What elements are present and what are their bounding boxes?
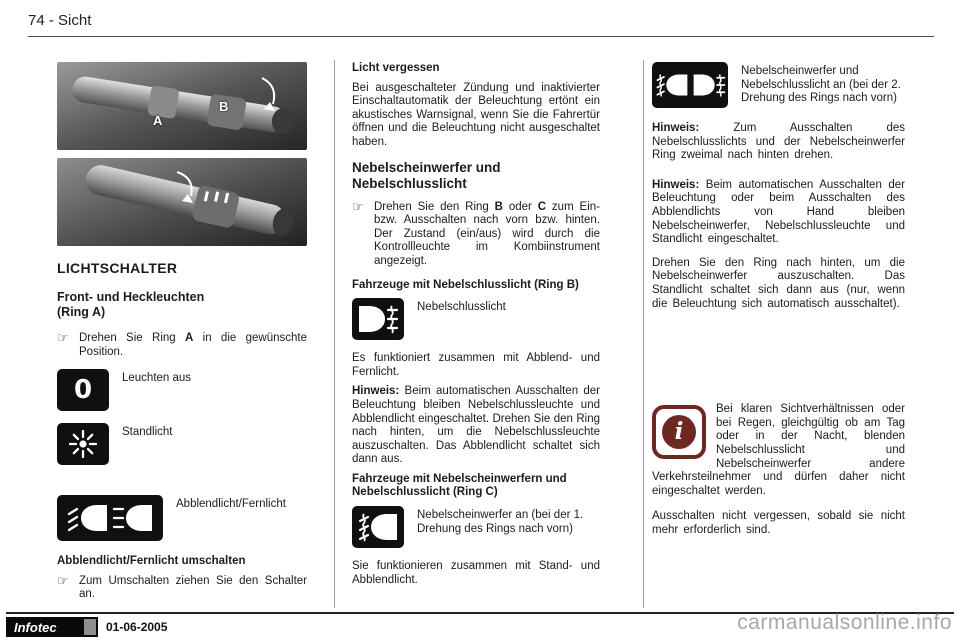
left-column <box>57 62 307 612</box>
fog-combo-row <box>652 62 905 108</box>
standlicht-icon <box>57 423 109 465</box>
front-fog-text: Sie funktionieren zusammen mit Stand- und Abblendlicht. <box>352 560 600 586</box>
ring-label-a: A <box>153 113 163 128</box>
fog-section-title: Nebelscheinwerfer und Nebelschlusslicht <box>352 159 501 192</box>
forgot-lights-text: Bei ausgeschalteter Zündung und inaktivierter Einschaltautomatik der Beleuchtung ertönt ein akustisches Warnsignal, wenn Sie die Fahrertür öffnen und die Beleuchtung nicht ausgeschaltet haben. <box>352 81 600 148</box>
nebelscheinwerfer-row <box>352 506 600 548</box>
nebelscheinwerfer-label: Nebelscheinwerfer an (bei der 1. Drehung des Rings nach vorn) <box>417 509 584 535</box>
instruction-switch <box>57 575 307 602</box>
pointer-hand-icon: ☞ <box>57 573 69 589</box>
info-icon <box>652 405 706 459</box>
ring-b-title: Fahrzeuge mit Nebelschlusslicht (Ring B) <box>352 278 579 291</box>
right-column <box>652 62 905 543</box>
note-1-label: Hinweis: <box>352 385 400 398</box>
low-beam-symbol <box>67 503 109 533</box>
position-light-symbol <box>68 429 98 459</box>
pointer-hand-icon: ☞ <box>352 199 364 215</box>
column-divider-left <box>334 60 335 608</box>
info-block <box>652 403 905 498</box>
rear-fog-text: Es funktioniert zusammen mit Abblend- und Fernlicht. <box>352 352 600 378</box>
infotec-logo-chip <box>84 619 96 635</box>
note-1 <box>352 385 600 467</box>
middle-column <box>352 62 600 593</box>
abblendlicht-fernlicht-icon <box>57 495 163 541</box>
ring-label-b: B <box>219 99 229 114</box>
forgot-lights-title: Licht vergessen <box>352 62 440 74</box>
note-3-text: Beim automatischen Ausschalten der Beleuchtung oder beim Ausschalten des Abblendlichts von Hand bleiben Nebelscheinwerfer, Nebelschlussleuchte und Standlicht eingeschaltet. <box>652 178 905 246</box>
info-i-glyph: i <box>662 415 696 449</box>
subsection-title <box>57 290 307 320</box>
note-3-label: Hinweis: <box>652 178 700 191</box>
subsection-title-line2: (Ring A) <box>57 305 106 319</box>
page-header: 74 - Sicht <box>28 12 92 29</box>
fog-combo-label: Nebelscheinwerfer und Nebelschlusslicht an (bei der 2. Drehung des Rings nach vorn) <box>741 65 901 105</box>
infotec-logo <box>6 617 98 637</box>
front-fog-symbol <box>357 512 399 542</box>
watermark: carmanualsonline.info <box>737 611 952 634</box>
pointer-hand-icon: ☞ <box>57 331 69 346</box>
lights-off-row <box>57 369 307 411</box>
instruction-switch-text: Zum Umschalten ziehen Sie den Schalter an. <box>79 574 307 601</box>
subsection-title-line1: Front- und Heckleuchten <box>57 290 205 304</box>
instruction-fog-rings-text: Drehen Sie den Ring B oder C zum Ein- bzw. Ausschalten nach vorn bzw. hinten. Der Zustand (ein/aus) wird durch die Kontrollleuchte im Kombiinstrument angezeigt. <box>374 200 600 267</box>
nebelscheinwerfer-icon <box>352 506 404 548</box>
instruction-fog-rings <box>352 201 600 269</box>
fog-combo-icon <box>652 62 728 108</box>
reminder-text: Ausschalten nicht vergessen, sobald sie nicht mehr erforderlich sind. <box>652 510 905 536</box>
header-rule <box>28 36 934 37</box>
light-stalk-photo-1 <box>57 62 307 150</box>
instruction-ring-a <box>57 332 307 359</box>
ring-c-title: Fahrzeuge mit Nebelscheinwerfern und Nebelschlusslicht (Ring C) <box>352 472 567 499</box>
nebelschlusslicht-row <box>352 298 600 340</box>
column-divider-right <box>643 60 644 608</box>
abblendlicht-fernlicht-label: Abblendlicht/Fernlicht <box>176 498 286 511</box>
light-stalk-photo-2 <box>57 158 307 246</box>
standlicht-row <box>57 423 307 465</box>
section-title: LICHTSCHALTER <box>57 260 178 276</box>
zero-glyph: 0 <box>73 375 93 406</box>
lights-off-icon <box>57 369 109 411</box>
stalk-photo-1-image <box>57 62 307 150</box>
turn-off-text: Drehen Sie den Ring nach hinten, um die Nebelscheinwerfer auszuschalten. Das Standlicht schaltet sich dann aus (nur, wenn die Beleuchtung sich automatisch ausschaltet). <box>652 256 905 310</box>
standlicht-label: Standlicht <box>122 426 173 439</box>
info-text: Bei klaren Sichtverhältnissen oder bei Regen, gleichgültig ob am Tag oder in der Nacht, blenden Nebelschlusslicht und Nebelscheinwerfer andere Verkehrsteilnehmer und dürfen daher nicht eingeschaltet werden. <box>652 403 905 497</box>
nebelschlusslicht-label: Nebelschlusslicht <box>417 301 506 314</box>
rear-fog-symbol <box>692 72 726 98</box>
high-beam-symbol <box>112 503 154 533</box>
footer-date: 01-06-2005 <box>106 620 168 634</box>
note-1-text: Beim automatischen Ausschalten der Beleuchtung bleiben Nebelschlussleuchte und Abblendlicht eingeschaltet. Drehen Sie den Ring nach hinten, um die Nebelschlussleuchte auszuschalten. Das Abblendlicht schaltet sich dann aus. <box>352 385 600 466</box>
note-2 <box>652 122 905 163</box>
switch-title: Abblendlicht/Fernlicht umschalten <box>57 555 246 568</box>
rear-fog-symbol <box>357 304 399 334</box>
lights-off-label: Leuchten aus <box>122 372 192 385</box>
note-2-text: Zum Ausschalten des Nebelschlusslichts und der Nebelscheinwerfer Ring zweimal nach hinten drehen. <box>652 122 905 162</box>
stalk-photo-2-image <box>57 158 307 246</box>
note-3 <box>652 179 905 247</box>
infotec-logo-text: Infotec <box>14 619 57 635</box>
note-2-label: Hinweis: <box>652 122 700 134</box>
nebelschlusslicht-icon <box>352 298 404 340</box>
abblendlicht-fernlicht-row <box>57 495 307 541</box>
instruction-ring-a-text: Drehen Sie Ring A in die gewünschte Position. <box>79 332 307 358</box>
front-fog-symbol <box>655 72 689 98</box>
